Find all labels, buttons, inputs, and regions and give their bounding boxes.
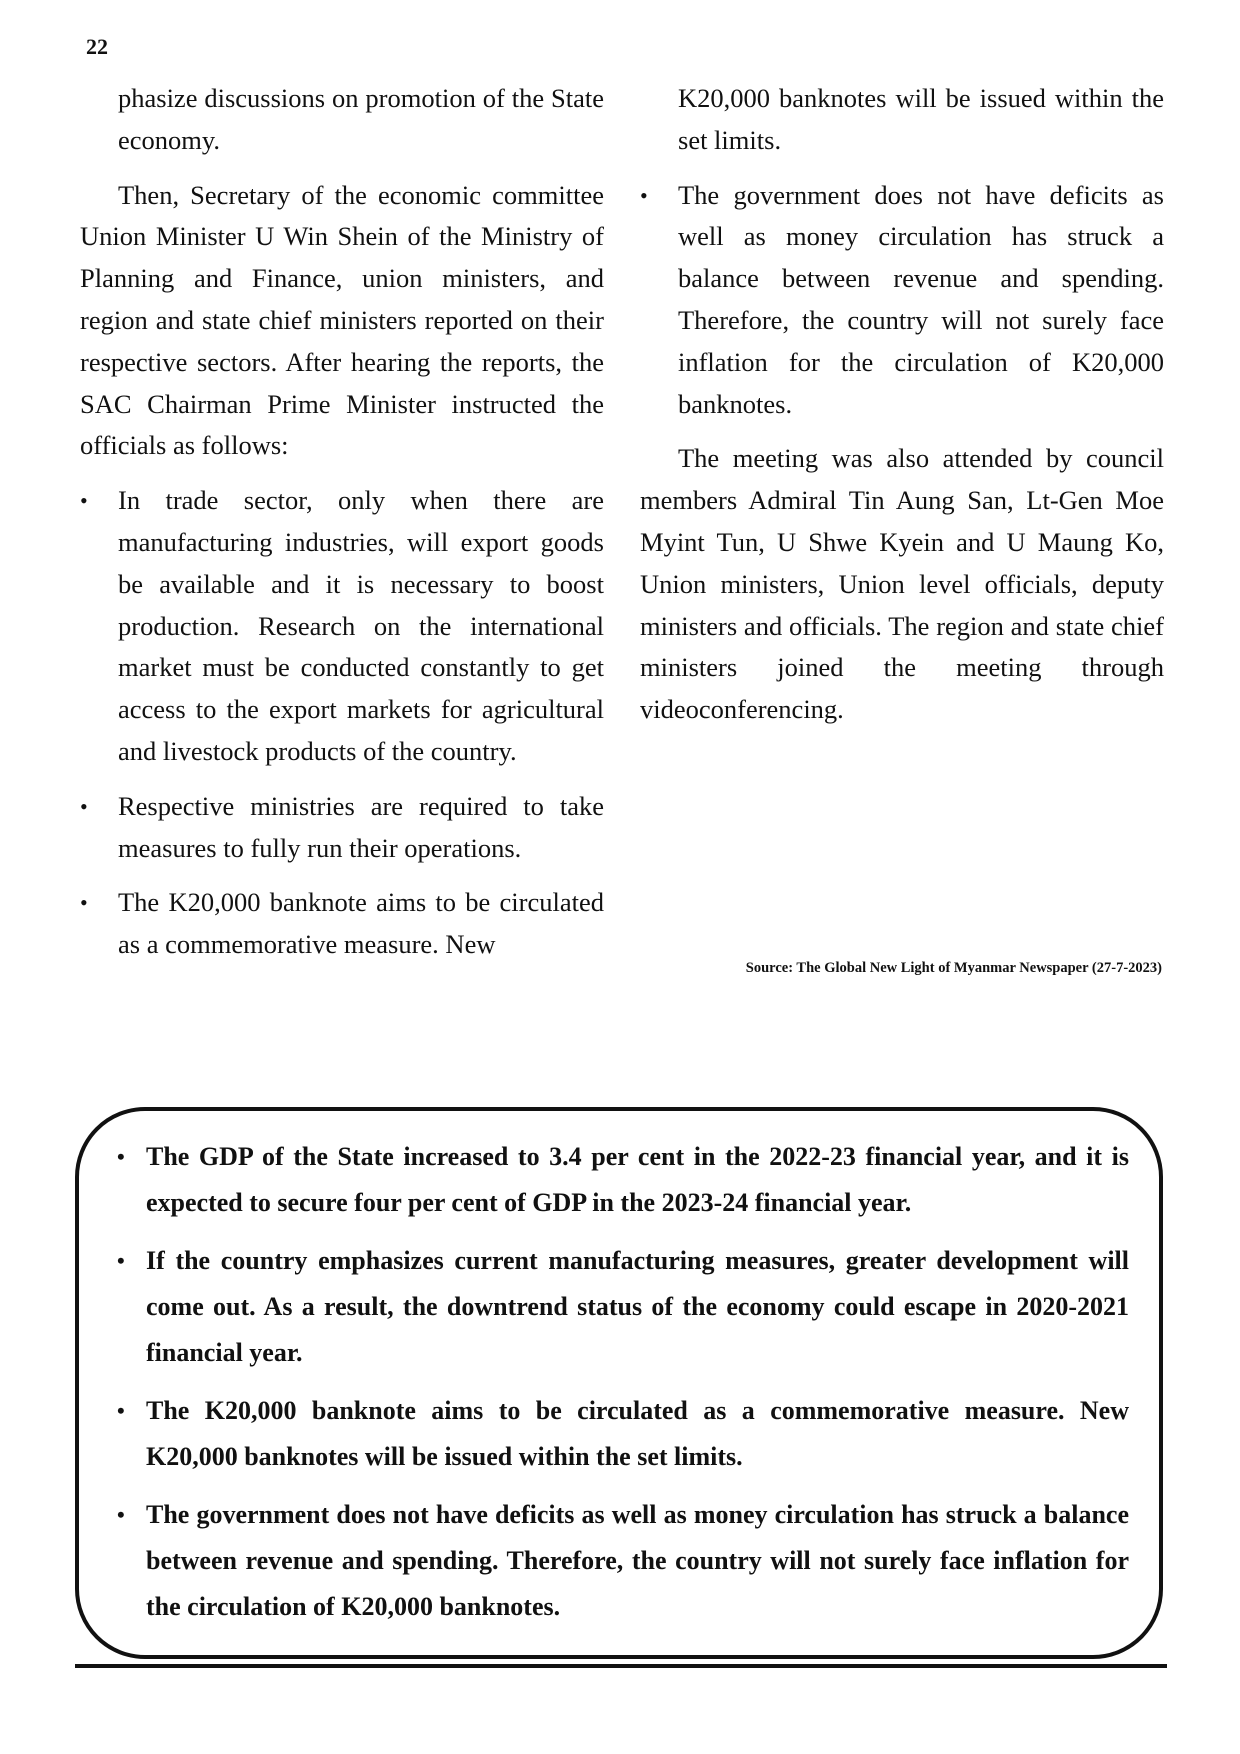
- summary-bullet-item: • The GDP of the State increased to 3.4 per cent in the 2022-23 financial year, and it is expected to secure four per cent of GDP in the 2023-24 financial year.: [117, 1134, 1129, 1226]
- source-citation: Source: The Global New Light of Myanmar Newspaper (27-7-2023): [745, 960, 1162, 976]
- left-bullet-item: • In trade sector, only when there are manufacturing industries, will export goods be available and it is necessary to boost production. Research on the international market must be conducted constantly to get access to the export markets for agricultural and livestock products of the country.: [80, 480, 604, 773]
- right-paragraph: The meeting was also attended by council members Admiral Tin Aung San, Lt-Gen Moe Myint Tun, U Shwe Kyein and U Maung Ko, Union ministers, Union level officials, deputy ministers and officials. The region and state chief ministers joined the meeting through videoconferencing.: [640, 443, 1164, 725]
- left-column: [80, 78, 604, 979]
- summary-bullet-item: • The government does not have deficits as well as money circulation has struck a balance between revenue and spending. Therefore, the country will not surely face inflation for the circulation of K20,000 banknotes.: [117, 1492, 1129, 1630]
- summary-bullet-item: • The K20,000 banknote aims to be circulated as a commemorative measure. New K20,000 banknotes will be issued within the set limits.: [117, 1388, 1129, 1480]
- right-bullet-item: • The government does not have deficits as well as money circulation has struck a balance between revenue and spending. Therefore, the country will not surely face inflation for the circulation of K20,000 banknotes.: [640, 175, 1164, 426]
- right-column: [640, 78, 1164, 744]
- right-continuation-text: K20,000 banknotes will be issued within the set limits.: [678, 83, 1164, 155]
- summary-bullet-item: • If the country emphasizes current manufacturing measures, greater development will come out. As a result, the downtrend status of the economy could escape in 2020-2021 financial year.: [117, 1238, 1129, 1376]
- bottom-rule: [75, 1664, 1167, 1668]
- left-continuation-text: phasize discussions on promotion of the State economy.: [118, 83, 604, 155]
- left-bullet-list: [80, 480, 604, 966]
- left-paragraph: Then, Secretary of the economic committee Union Minister U Win Shein of the Ministry of Planning and Finance, union ministers, and region and state chief ministers reported on their respective sectors. After hearing the reports, the SAC Chairman Prime Minister instructed the officials as follows:: [80, 179, 604, 461]
- right-bullet-list: [640, 175, 1164, 426]
- summary-bullet-list: [79, 1111, 1159, 1630]
- summary-box: [75, 1107, 1163, 1659]
- left-bullet-item: • Respective ministries are required to take measures to fully run their operations.: [80, 786, 604, 870]
- page-number: 22: [86, 34, 108, 59]
- left-bullet-item: • The K20,000 banknote aims to be circulated as a commemorative measure. New: [80, 882, 604, 966]
